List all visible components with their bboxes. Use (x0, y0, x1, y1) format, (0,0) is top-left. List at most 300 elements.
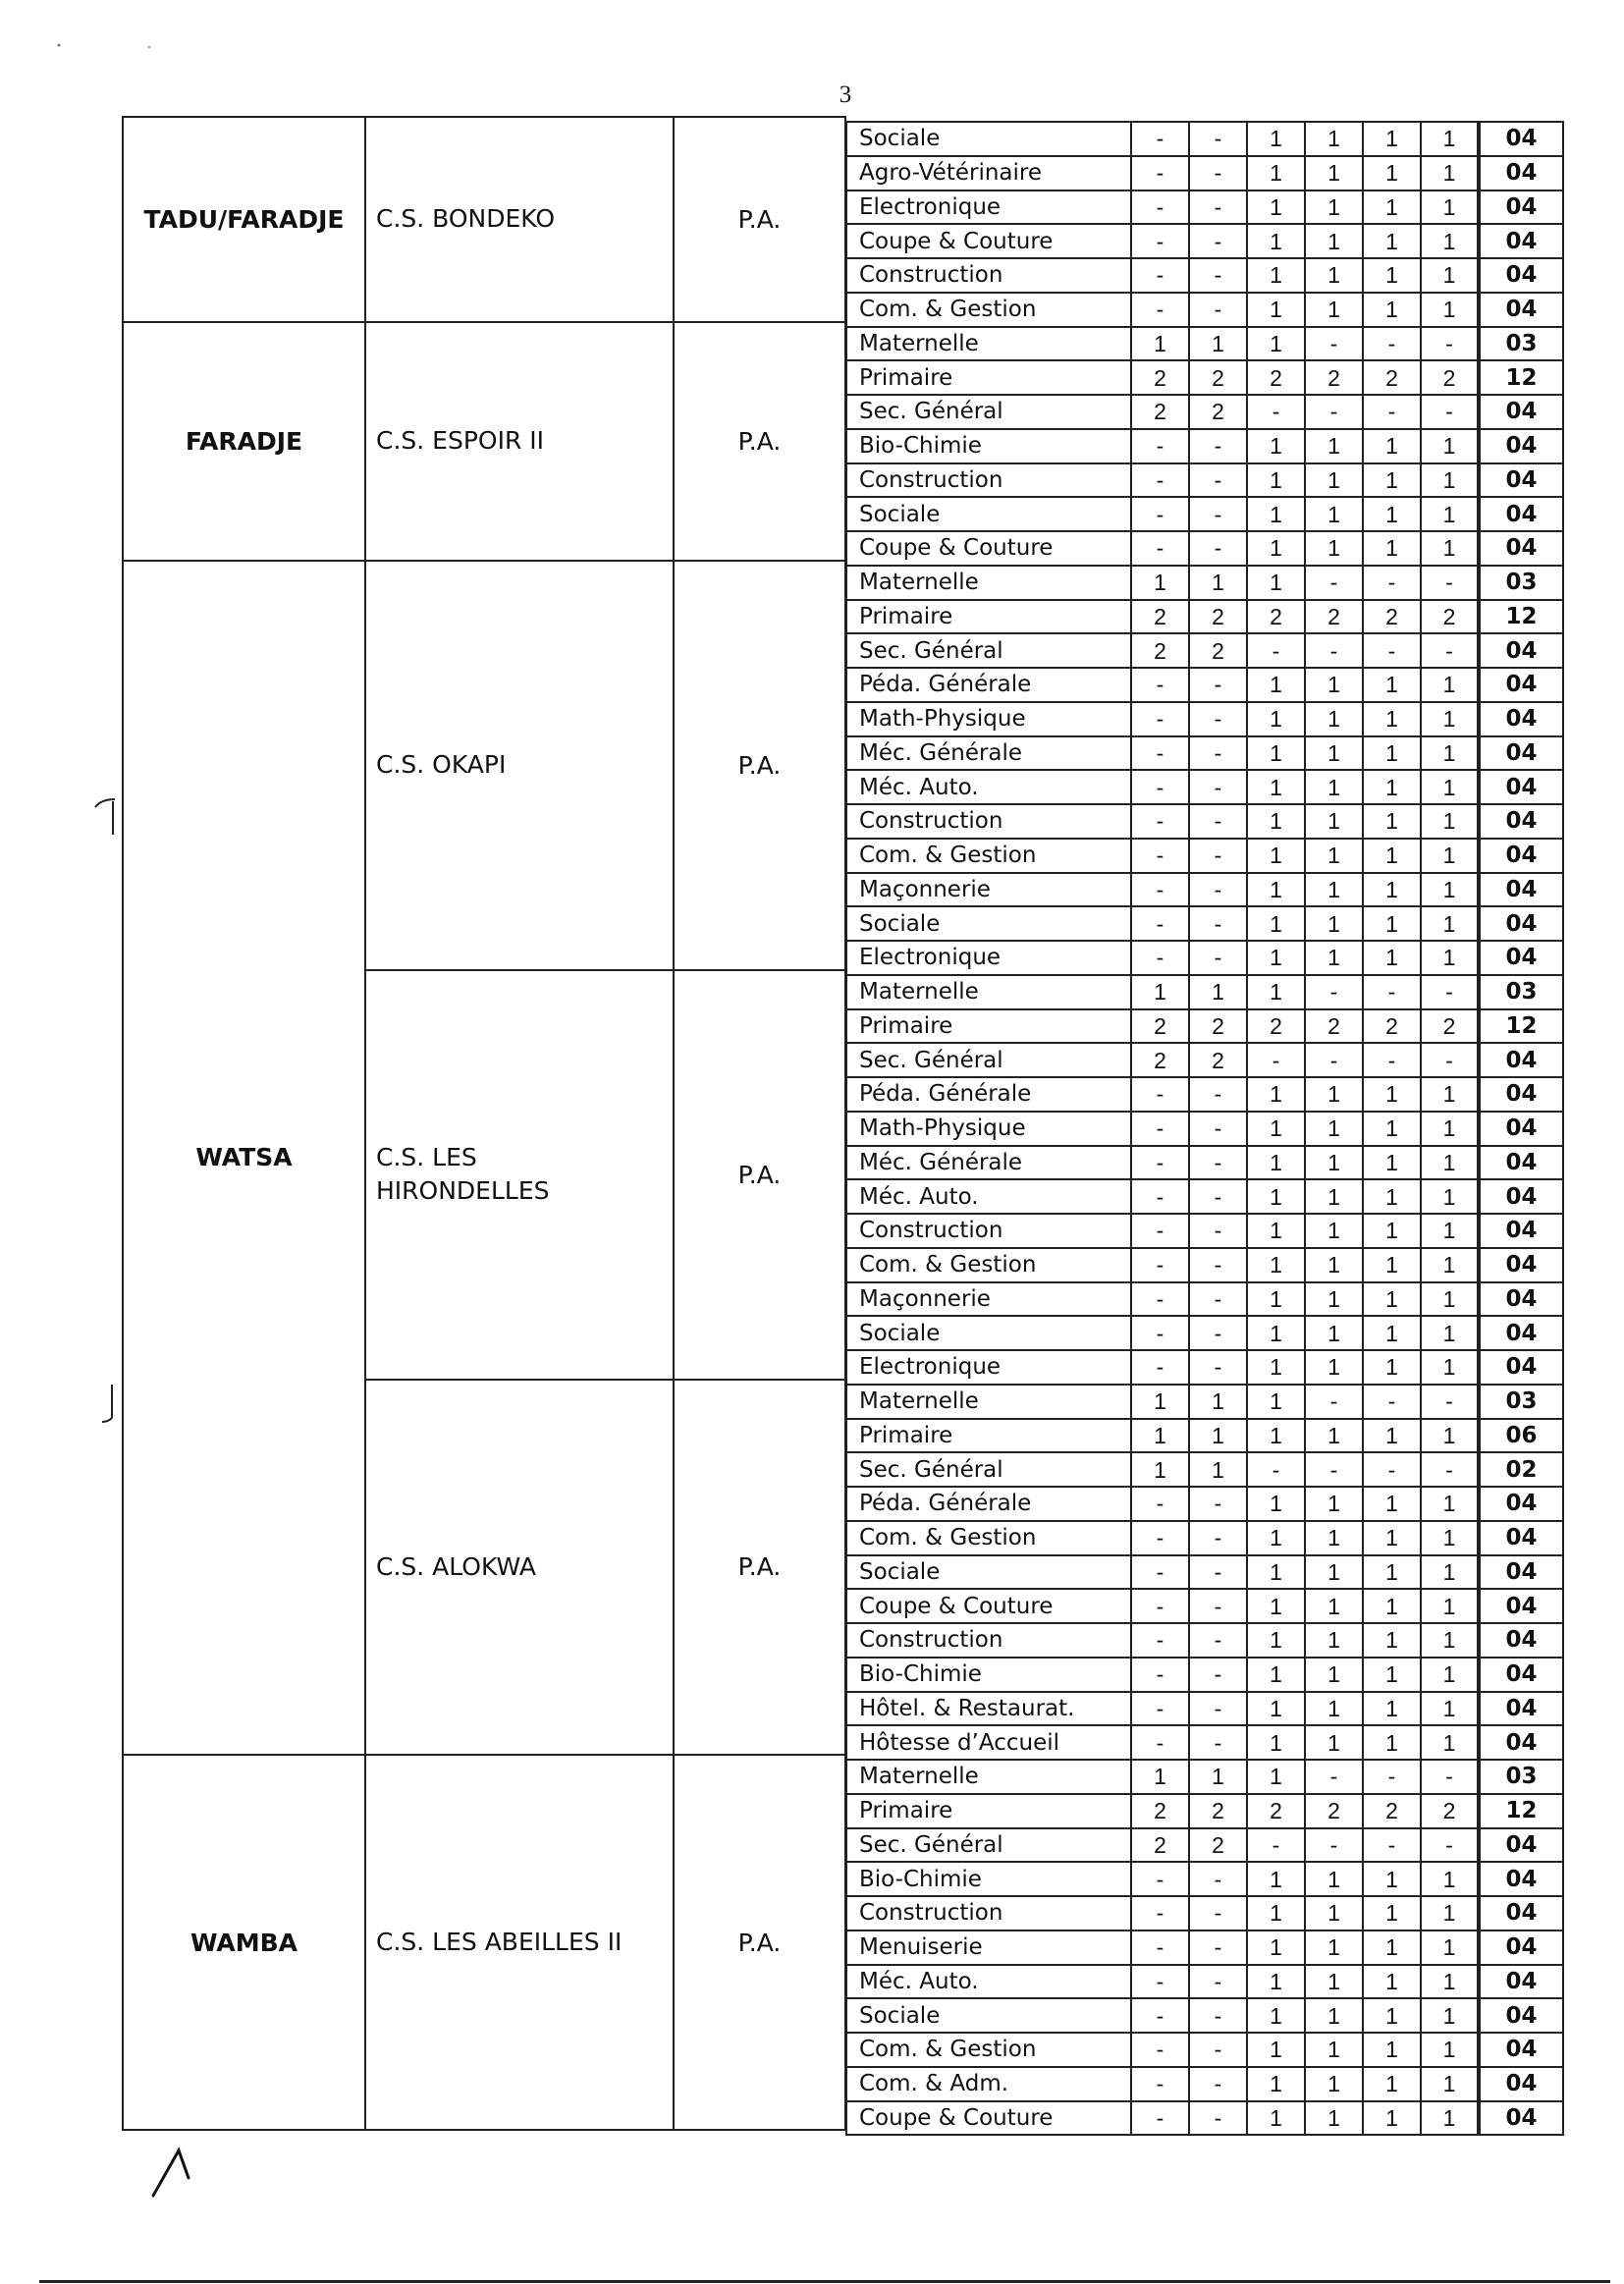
level-cell: 1 (1247, 1248, 1305, 1282)
total-cell: 04 (1479, 531, 1563, 566)
school-type-cell: P.A. (674, 117, 845, 322)
level-cell: 1 (1363, 122, 1421, 156)
level-cell: 1 (1247, 1862, 1305, 1896)
level-cell: - (1305, 975, 1363, 1009)
level-cell: 1 (1247, 122, 1305, 156)
level-cell: 1 (1131, 975, 1189, 1009)
level-cell: - (1189, 156, 1247, 190)
level-cell: 2 (1247, 1009, 1305, 1044)
level-cell: 1 (1421, 1862, 1479, 1896)
level-cell: - (1131, 702, 1189, 736)
level-cell: - (1189, 2067, 1247, 2101)
table-row (846, 463, 1563, 498)
total-cell: 12 (1479, 1794, 1563, 1828)
level-cell: - (1421, 566, 1479, 600)
table-row (846, 1760, 1563, 1794)
level-cell: - (1189, 906, 1247, 941)
level-cell: 1 (1131, 1419, 1189, 1453)
level-cell: 1 (1305, 906, 1363, 941)
level-cell: 1 (1363, 429, 1421, 463)
level-cell: 1 (1305, 702, 1363, 736)
table-row (846, 1589, 1563, 1623)
level-cell: 2 (1189, 1043, 1247, 1077)
level-cell: 1 (1363, 1965, 1421, 1999)
level-cell: 1 (1247, 1077, 1305, 1112)
level-cell: 1 (1363, 1998, 1421, 2033)
table-row (846, 190, 1563, 225)
level-cell: 1 (1247, 1760, 1305, 1794)
level-cell: 1 (1247, 1555, 1305, 1590)
level-cell: 1 (1247, 975, 1305, 1009)
level-cell: 1 (1189, 566, 1247, 600)
table-row (846, 906, 1563, 941)
level-cell: 1 (1189, 1452, 1247, 1487)
option-cell: Primaire (846, 1009, 1131, 1044)
level-cell: 1 (1363, 1350, 1421, 1385)
level-cell: 1 (1305, 1248, 1363, 1282)
level-cell: - (1189, 1555, 1247, 1590)
level-cell: 1 (1421, 258, 1479, 293)
total-cell: 04 (1479, 497, 1563, 531)
table-row (846, 1112, 1563, 1146)
bottom-rule (39, 2280, 1610, 2283)
total-cell: 04 (1479, 293, 1563, 327)
table-row (846, 429, 1563, 463)
level-cell: 1 (1421, 1487, 1479, 1521)
level-cell: - (1189, 1316, 1247, 1350)
level-cell: - (1189, 1725, 1247, 1760)
level-cell: - (1363, 633, 1421, 668)
total-cell: 12 (1479, 600, 1563, 634)
level-cell: 1 (1305, 839, 1363, 873)
option-cell: Primaire (846, 1419, 1131, 1453)
level-cell: 2 (1363, 1794, 1421, 1828)
table-row (846, 1896, 1563, 1931)
level-cell: 1 (1363, 941, 1421, 975)
level-cell: 1 (1421, 668, 1479, 702)
level-cell: 1 (1305, 1350, 1363, 1385)
table-row (846, 1214, 1563, 1248)
level-cell: - (1421, 975, 1479, 1009)
school-row (123, 561, 845, 970)
table-row (846, 1998, 1563, 2033)
level-cell: 1 (1421, 463, 1479, 498)
school-type-cell: P.A. (674, 970, 845, 1380)
level-cell: 1 (1363, 224, 1421, 258)
level-cell: 1 (1247, 1931, 1305, 1965)
level-cell: - (1189, 122, 1247, 156)
total-cell: 04 (1479, 1931, 1563, 1965)
option-cell: Méc. Auto. (846, 770, 1131, 804)
level-cell: 1 (1305, 497, 1363, 531)
school-row (123, 322, 845, 561)
level-cell: 1 (1363, 702, 1421, 736)
level-cell: 1 (1421, 770, 1479, 804)
level-cell: 1 (1247, 804, 1305, 839)
option-cell: Méc. Générale (846, 736, 1131, 771)
total-cell: 04 (1479, 736, 1563, 771)
level-cell: 1 (1421, 702, 1479, 736)
total-cell: 04 (1479, 1658, 1563, 1692)
total-cell: 04 (1479, 873, 1563, 907)
level-cell: 1 (1247, 1112, 1305, 1146)
level-cell: - (1189, 1896, 1247, 1931)
level-cell: 1 (1305, 1214, 1363, 1248)
option-cell: Construction (846, 463, 1131, 498)
option-cell: Primaire (846, 1794, 1131, 1828)
level-cell: 1 (1363, 1077, 1421, 1112)
option-cell: Sec. Général (846, 1828, 1131, 1863)
level-cell: - (1305, 633, 1363, 668)
level-cell: 2 (1131, 600, 1189, 634)
level-cell: - (1247, 1452, 1305, 1487)
level-cell: 1 (1305, 2067, 1363, 2101)
option-cell: Maternelle (846, 1760, 1131, 1794)
total-cell: 04 (1479, 941, 1563, 975)
level-cell: - (1131, 497, 1189, 531)
table-row (846, 941, 1563, 975)
total-cell: 04 (1479, 702, 1563, 736)
level-cell: 1 (1421, 1282, 1479, 1317)
level-cell: - (1363, 1760, 1421, 1794)
level-cell: 1 (1421, 497, 1479, 531)
option-cell: Com. & Gestion (846, 839, 1131, 873)
level-cell: - (1363, 975, 1421, 1009)
level-cell: 1 (1421, 1112, 1479, 1146)
zone-cell: TADU/FARADJE (123, 117, 365, 322)
option-cell: Sec. Général (846, 395, 1131, 429)
table-row (846, 1146, 1563, 1180)
school-name-cell: C.S. OKAPI (365, 561, 674, 970)
level-cell: 2 (1305, 1009, 1363, 1044)
level-cell: 1 (1247, 2067, 1305, 2101)
level-cell: 1 (1363, 736, 1421, 771)
level-cell: - (1131, 1692, 1189, 1726)
level-cell: 1 (1421, 429, 1479, 463)
level-cell: - (1189, 463, 1247, 498)
table-row (846, 1623, 1563, 1658)
level-cell: - (1131, 122, 1189, 156)
level-cell: - (1131, 224, 1189, 258)
level-cell: - (1131, 429, 1189, 463)
level-cell: 1 (1421, 906, 1479, 941)
level-cell: - (1305, 1452, 1363, 1487)
level-cell: 1 (1247, 1692, 1305, 1726)
level-cell: 1 (1247, 1419, 1305, 1453)
level-cell: 1 (1305, 1521, 1363, 1555)
table-row (846, 1179, 1563, 1214)
margin-mark-top (93, 795, 133, 835)
level-cell: 1 (1247, 906, 1305, 941)
level-cell: - (1189, 736, 1247, 771)
level-cell: 1 (1421, 224, 1479, 258)
option-cell: Com. & Gestion (846, 293, 1131, 327)
level-cell: 1 (1363, 1316, 1421, 1350)
level-cell: - (1131, 190, 1189, 225)
level-cell: 1 (1421, 1965, 1479, 1999)
total-cell: 04 (1479, 1282, 1563, 1317)
option-cell: Sec. Général (846, 1452, 1131, 1487)
option-cell: Péda. Générale (846, 1487, 1131, 1521)
level-cell: 1 (1131, 1452, 1189, 1487)
table-row (846, 668, 1563, 702)
level-cell: 1 (1363, 873, 1421, 907)
total-cell: 04 (1479, 156, 1563, 190)
total-cell: 04 (1479, 1179, 1563, 1214)
level-cell: 1 (1305, 1862, 1363, 1896)
level-cell: 1 (1247, 668, 1305, 702)
level-cell: - (1363, 1828, 1421, 1863)
level-cell: 1 (1305, 531, 1363, 566)
total-cell: 04 (1479, 2033, 1563, 2067)
level-cell: - (1189, 1965, 1247, 1999)
level-cell: - (1131, 941, 1189, 975)
level-cell: 1 (1421, 1521, 1479, 1555)
table-row (846, 1794, 1563, 1828)
level-cell: - (1189, 873, 1247, 907)
table-row (846, 122, 1563, 156)
level-cell: 1 (1421, 1419, 1479, 1453)
level-cell: 1 (1363, 906, 1421, 941)
level-cell: 1 (1421, 122, 1479, 156)
level-cell: 1 (1363, 1487, 1421, 1521)
level-cell: 1 (1421, 1214, 1479, 1248)
level-cell: - (1247, 1043, 1305, 1077)
level-cell: - (1131, 804, 1189, 839)
level-cell: 2 (1421, 1009, 1479, 1044)
level-cell: 1 (1421, 2067, 1479, 2101)
table-row (846, 1248, 1563, 1282)
level-cell: 1 (1363, 1623, 1421, 1658)
school-name-cell: C.S. ALOKWA (365, 1380, 674, 1755)
level-cell: 1 (1247, 566, 1305, 600)
level-cell: 1 (1305, 2101, 1363, 2136)
total-cell: 04 (1479, 258, 1563, 293)
level-cell: 1 (1305, 1692, 1363, 1726)
initial-mark (145, 2141, 204, 2200)
total-cell: 04 (1479, 190, 1563, 225)
level-cell: 1 (1305, 1419, 1363, 1453)
table-row (846, 736, 1563, 771)
level-cell: 2 (1131, 633, 1189, 668)
level-cell: 1 (1421, 156, 1479, 190)
page-number: 3 (839, 82, 852, 108)
option-cell: Bio-Chimie (846, 429, 1131, 463)
level-cell: 1 (1247, 327, 1305, 361)
options-table (845, 121, 1564, 2136)
level-cell: 1 (1421, 2101, 1479, 2136)
level-cell: 1 (1363, 668, 1421, 702)
level-cell: - (1421, 1385, 1479, 1419)
total-cell: 03 (1479, 327, 1563, 361)
level-cell: 1 (1421, 1555, 1479, 1590)
level-cell: - (1131, 906, 1189, 941)
total-cell: 04 (1479, 1214, 1563, 1248)
level-cell: - (1131, 1521, 1189, 1555)
scan-dot (58, 44, 61, 47)
school-row (123, 1755, 845, 2130)
level-cell: 1 (1305, 1179, 1363, 1214)
level-cell: - (1189, 497, 1247, 531)
level-cell: - (1189, 1589, 1247, 1623)
level-cell: 1 (1305, 1998, 1363, 2033)
option-cell: Math-Physique (846, 702, 1131, 736)
level-cell: 1 (1363, 190, 1421, 225)
level-cell: 1 (1363, 1419, 1421, 1453)
level-cell: - (1189, 429, 1247, 463)
level-cell: 1 (1363, 1214, 1421, 1248)
level-cell: - (1305, 1828, 1363, 1863)
level-cell: 1 (1421, 736, 1479, 771)
table-row (846, 804, 1563, 839)
level-cell: - (1305, 566, 1363, 600)
level-cell: 1 (1247, 1623, 1305, 1658)
table-row (846, 1419, 1563, 1453)
level-cell: 1 (1305, 224, 1363, 258)
level-cell: - (1189, 1487, 1247, 1521)
level-cell: - (1189, 770, 1247, 804)
level-cell: 1 (1247, 1316, 1305, 1350)
level-cell: 1 (1363, 1692, 1421, 1726)
total-cell: 04 (1479, 1112, 1563, 1146)
table-row (846, 395, 1563, 429)
level-cell: 1 (1363, 1862, 1421, 1896)
level-cell: 2 (1189, 1009, 1247, 1044)
level-cell: - (1131, 293, 1189, 327)
margin-mark-bottom (98, 1385, 137, 1424)
level-cell: 2 (1363, 600, 1421, 634)
level-cell: 1 (1305, 736, 1363, 771)
level-cell: - (1421, 327, 1479, 361)
level-cell: - (1189, 2101, 1247, 2136)
table-row (846, 1043, 1563, 1077)
level-cell: 1 (1363, 258, 1421, 293)
total-cell: 04 (1479, 1555, 1563, 1590)
level-cell: - (1131, 839, 1189, 873)
level-cell: 1 (1305, 873, 1363, 907)
level-cell: 1 (1305, 122, 1363, 156)
school-name-cell: C.S. ESPOIR II (365, 322, 674, 561)
table-row (846, 1555, 1563, 1590)
level-cell: 2 (1363, 1009, 1421, 1044)
option-cell: Sociale (846, 122, 1131, 156)
table-row (846, 633, 1563, 668)
option-cell: Péda. Générale (846, 1077, 1131, 1112)
level-cell: 2 (1189, 395, 1247, 429)
total-cell: 04 (1479, 224, 1563, 258)
level-cell: 2 (1247, 600, 1305, 634)
option-cell: Maternelle (846, 566, 1131, 600)
level-cell: 1 (1305, 1931, 1363, 1965)
level-cell: 1 (1363, 1896, 1421, 1931)
level-cell: - (1131, 770, 1189, 804)
level-cell: 1 (1247, 293, 1305, 327)
level-cell: 2 (1305, 600, 1363, 634)
table-row (846, 1965, 1563, 1999)
table-row (846, 156, 1563, 190)
table-row (846, 1828, 1563, 1863)
level-cell: 1 (1363, 497, 1421, 531)
level-cell: - (1189, 531, 1247, 566)
level-cell: - (1189, 1521, 1247, 1555)
option-cell: Com. & Gestion (846, 1521, 1131, 1555)
table-row (846, 600, 1563, 634)
option-cell: Agro-Vétérinaire (846, 156, 1131, 190)
total-cell: 03 (1479, 1385, 1563, 1419)
table-row (846, 770, 1563, 804)
total-cell: 06 (1479, 1419, 1563, 1453)
total-cell: 04 (1479, 1998, 1563, 2033)
level-cell: - (1189, 804, 1247, 839)
level-cell: 1 (1363, 2101, 1421, 2136)
level-cell: - (1131, 531, 1189, 566)
zone-cell: FARADJE (123, 322, 365, 561)
level-cell: 1 (1305, 293, 1363, 327)
level-cell: 2 (1131, 1828, 1189, 1863)
level-cell: 1 (1247, 224, 1305, 258)
total-cell: 04 (1479, 1862, 1563, 1896)
level-cell: 1 (1363, 2067, 1421, 2101)
level-cell: - (1189, 1998, 1247, 2033)
level-cell: 1 (1247, 258, 1305, 293)
level-cell: - (1131, 1998, 1189, 2033)
option-cell: Electronique (846, 1350, 1131, 1385)
level-cell: - (1363, 566, 1421, 600)
school-type-cell: P.A. (674, 1755, 845, 2130)
table-row (846, 1521, 1563, 1555)
school-type-cell: P.A. (674, 1380, 845, 1755)
school-type-cell: P.A. (674, 561, 845, 970)
total-cell: 04 (1479, 395, 1563, 429)
level-cell: - (1247, 395, 1305, 429)
level-cell: 1 (1363, 293, 1421, 327)
level-cell: 2 (1131, 360, 1189, 395)
level-cell: - (1189, 1623, 1247, 1658)
level-cell: 1 (1247, 1385, 1305, 1419)
total-cell: 03 (1479, 1760, 1563, 1794)
level-cell: - (1131, 1658, 1189, 1692)
level-cell: 1 (1247, 429, 1305, 463)
level-cell: 1 (1421, 1692, 1479, 1726)
level-cell: - (1131, 1589, 1189, 1623)
level-cell: 1 (1363, 1282, 1421, 1317)
total-cell: 04 (1479, 633, 1563, 668)
level-cell: - (1189, 190, 1247, 225)
total-cell: 03 (1479, 566, 1563, 600)
table-row (846, 258, 1563, 293)
table-row (846, 497, 1563, 531)
level-cell: 1 (1363, 804, 1421, 839)
level-cell: 1 (1131, 327, 1189, 361)
level-cell: 1 (1305, 804, 1363, 839)
level-cell: - (1189, 702, 1247, 736)
total-cell: 12 (1479, 360, 1563, 395)
option-cell: Coupe & Couture (846, 224, 1131, 258)
total-cell: 04 (1479, 1487, 1563, 1521)
school-type-cell: P.A. (674, 322, 845, 561)
level-cell: 1 (1363, 1146, 1421, 1180)
level-cell: 1 (1131, 566, 1189, 600)
level-cell: 1 (1363, 1248, 1421, 1282)
level-cell: 1 (1305, 1077, 1363, 1112)
option-cell: Maçonnerie (846, 873, 1131, 907)
level-cell: 2 (1421, 360, 1479, 395)
level-cell: 1 (1305, 463, 1363, 498)
level-cell: 1 (1247, 1658, 1305, 1692)
level-cell: - (1189, 668, 1247, 702)
level-cell: 1 (1247, 190, 1305, 225)
level-cell: 2 (1189, 1794, 1247, 1828)
